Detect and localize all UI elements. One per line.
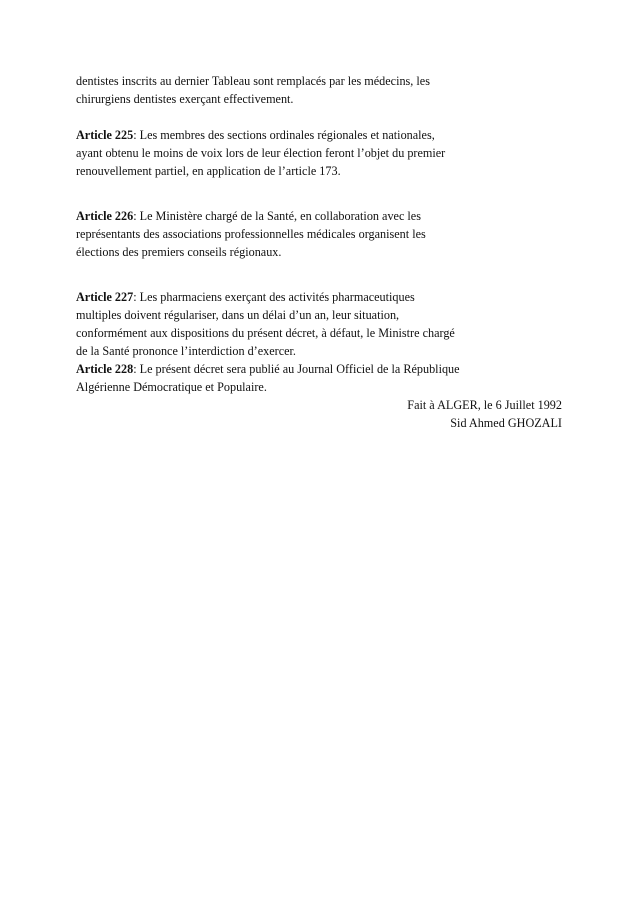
article-225-line-2: ayant obtenu le moins de voix lors de leur élection feront l’objet du premier [76, 146, 446, 160]
article-227-first-line [76, 288, 415, 306]
article-227-line-2: multiples doivent régulariser, dans un délai d’un an, leur situation, [76, 308, 400, 322]
article-227-text-1: : Les pharmaciens exerçant des activités pharmaceutiques [133, 290, 415, 304]
signature-name: Sid Ahmed GHOZALI [450, 416, 562, 430]
article-225-text-1: : Les membres des sections ordinales régionales et nationales, [133, 128, 435, 142]
article-226-text-1: : Le Ministère chargé de la Santé, en collaboration avec les [133, 209, 421, 223]
signature-place-date: Fait à ALGER, le 6 Juillet 1992 [407, 398, 562, 412]
article-227-label: Article 227 [76, 290, 134, 304]
article-227-line-4: de la Santé prononce l’interdiction d’exercer. [76, 344, 296, 358]
article-226-first-line [76, 207, 421, 225]
intro-line-1: dentistes inscrits au dernier Tableau sont remplacés par les médecins, les [76, 74, 430, 88]
article-228-text-1: : Le présent décret sera publié au Journal Officiel de la République [133, 362, 460, 376]
article-228-label: Article 228 [76, 362, 134, 376]
article-226-line-2: représentants des associations professionnelles médicales organisent les [76, 227, 426, 241]
article-225-first-line [76, 126, 435, 144]
article-228-first-line [76, 360, 460, 378]
article-226-label: Article 226 [76, 209, 134, 223]
article-227-line-3: conformément aux dispositions du présent décret, à défaut, le Ministre chargé [76, 326, 455, 340]
intro-line-2: chirurgiens dentistes exerçant effectivement. [76, 92, 294, 106]
article-228-line-2: Algérienne Démocratique et Populaire. [76, 380, 267, 394]
article-225-line-3: renouvellement partiel, en application de l’article 173. [76, 164, 341, 178]
article-225-label: Article 225 [76, 128, 134, 142]
article-226-line-3: élections des premiers conseils régionaux. [76, 245, 282, 259]
